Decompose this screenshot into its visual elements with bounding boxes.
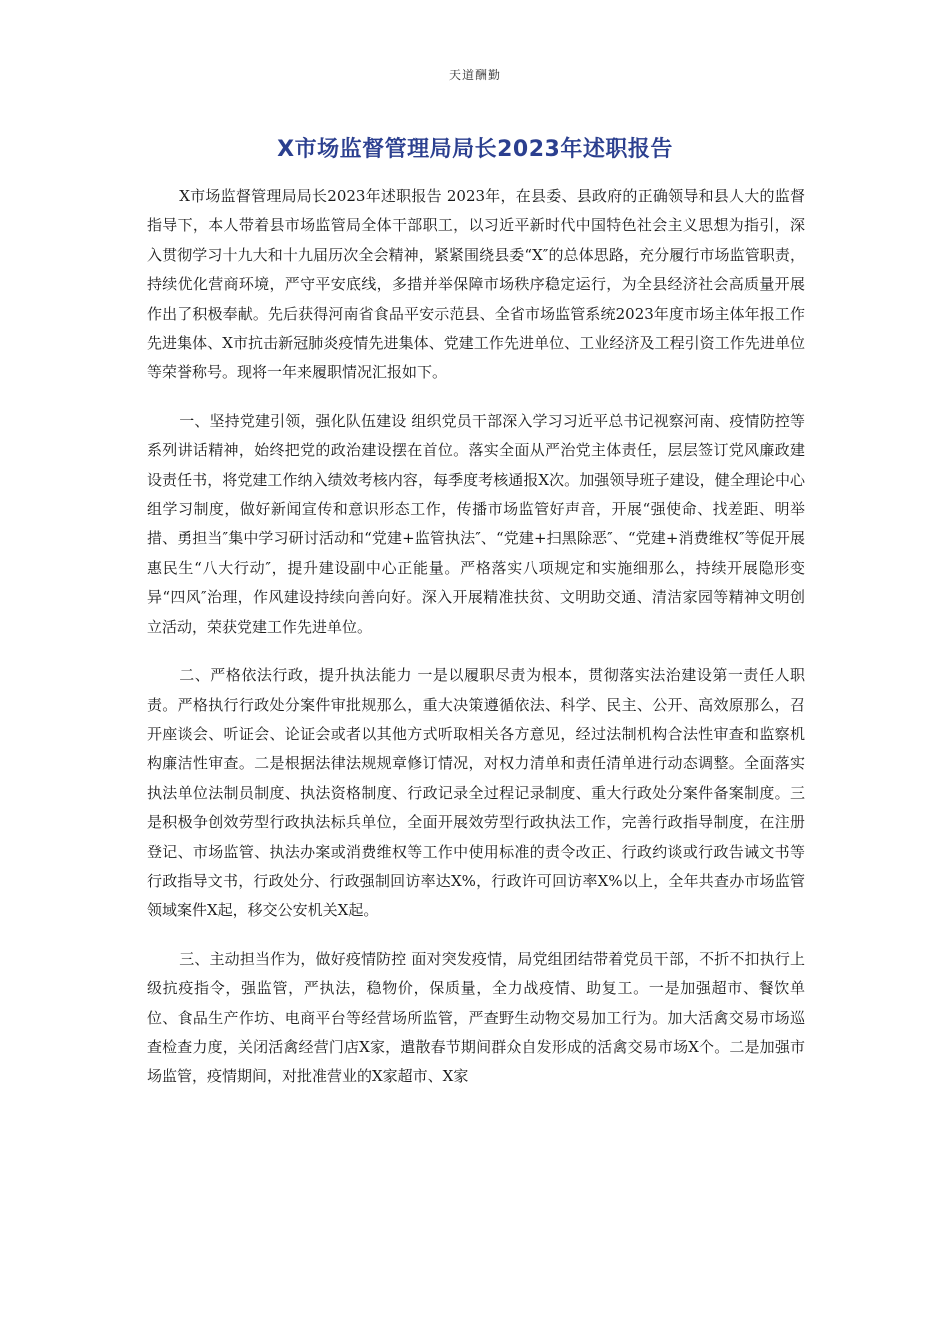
paragraph-section-2: 二、严格依法行政，提升执法能力 一是以履职尽责为根本，贯彻落实法治建设第一责任人职责。严格执行行政处分案件审批规那么，重大决策遵循依法、科学、民主、公开、高效原那么，召开座谈会、听证会、论证会或者以其他方式听取相关各方意见，经过法制机构合法性审查和监察机构廉洁性审查。二是根据法律法规规章修订情况，对权力清单和责任清单进行动态调整。全面落实执法单位法制员制度、执法资格制度、行政记录全过程记录制度、重大行政处分案件备案制度。三是积极争创效劳型行政执法标兵单位，全面开展效劳型行政执法工作，完善行政指导制度，在注册登记、市场监管、执法办案或消费维权等工作中使用标准的责令改正、行政约谈或行政告诫文书等行政指导文书，行政处分、行政强制回访率达X%，行政许可回访率X%以上，全年共查办市场监管领域案件X起，移交公安机关X起。: [147, 666, 805, 920]
paragraph-intro: X市场监督管理局局长2023年述职报告 2023年，在县委、县政府的正确领导和县人大的监督指导下，本人带着县市场监管局全体干部职工，以习近平新时代中国特色社会主义思想为指引，深入贯彻学习十九大和十九届历次全会精神，紧紧围绕县委“X″的总体思路，充分履行市场监管职责，持续优化营商环境，严守平安底线，多措并举保障市场秩序稳定运行，为全县经济社会高质量开展作出了积极奉献。先后获得河南省食品平安示范县、全省市场监管系统2023年度市场主体年报工作先进集体、X市抗击新冠肺炎疫情先进集体、党建工作先进单位、工业经济及工程引资工作先进单位等荣誉称号。现将一年来履职情况汇报如下。: [147, 187, 805, 382]
header-mark: 天道酬勤: [448, 68, 501, 82]
paragraph-section-1: 一、坚持党建引领，强化队伍建设 组织党员干部深入学习习近平总书记视察河南、疫情防控等系列讲话精神，始终把党的政治建设摆在首位。落实全面从严治党主体责任，层层签订党风廉政建设责任书，将党建工作纳入绩效考核内容，每季度考核通报X次。加强领导班子建设，健全理论中心组学习制度，做好新闻宣传和意识形态工作，传播市场监管好声音，开展“强使命、找差距、明举措、勇担当″集中学习研讨活动和“党建+监管执法″、“党建+扫黑除恶″、“党建+消费维权″等促开展惠民生“八大行动″，提升建设副中心正能量。严格落实八项规定和实施细那么，持续开展隐形变异“四风″治理，作风建设持续向善向好。深入开展精准扶贫、文明助交通、清洁家园等精神文明创立活动，荣获党建工作先进单位。: [147, 411, 805, 636]
paragraph-section-3: 三、主动担当作为，做好疫情防控 面对突发疫情，局党组团结带着党员干部，不折不扣执行上级抗疫指令，强监管，严执法，稳物价，保质量，全力战疫情、助复工。一是加强超市、餐饮单位、食品生产作坊、电商平台等经营场所监管，严查野生动物交易加工行为。加大活禽交易市场巡查检查力度，关闭活禽经营门店X家，遣散春节期间群众自发形成的活禽交易市场X个。二是加强市场监管，疫情期间，对批准营业的X家超市、X家: [147, 949, 805, 1086]
document-body: [147, 182, 805, 1111]
document-title: X市场监督管理局局长2023年述职报告: [277, 137, 673, 162]
